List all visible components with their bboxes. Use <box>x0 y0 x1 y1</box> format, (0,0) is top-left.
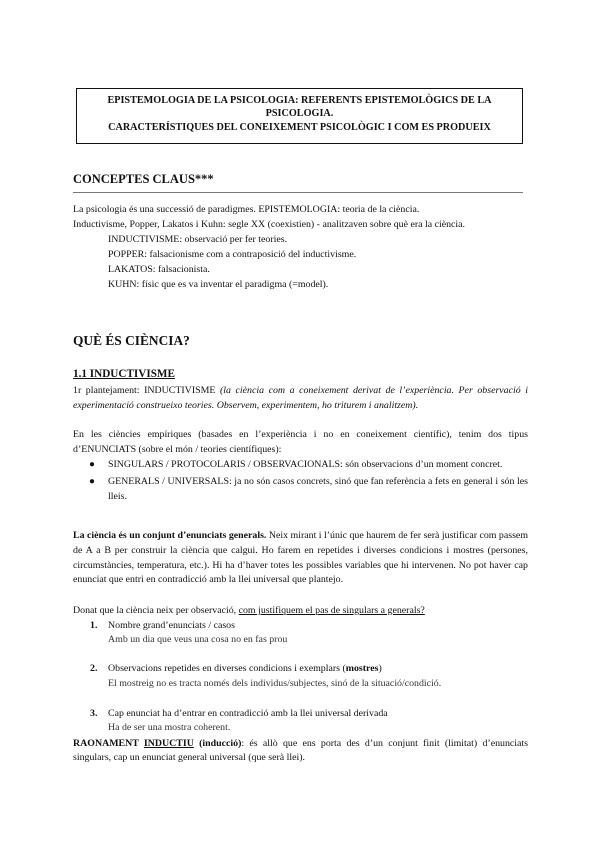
enunciats-paragraph: En les ciències empíriques (basades en l’experiència i no en coneixement científic), tenim dos tipus d’ENUNCIATS (sobre el món / teories científiques): <box>73 429 528 455</box>
concept-item-popper: POPPER: falsacionisme com a contraposició del inductivisme. <box>108 249 357 260</box>
bullet-text-generals: GENERALS / UNIVERSALS: ja no són casos concrets, sinó que fan referència a fets en general i són les lleis. <box>108 475 528 502</box>
intro-italic: (la ciència com a coneixement derivat de l’experiència. Per observació i experimentació construeixo teories. Observem, experimentem, ho triturem i analitzem). <box>73 385 528 411</box>
donat-question <box>73 605 425 617</box>
conjunt-rest: Neix mirant i l’únic que haurem de fer serà justificar com passem de A a B per construir la ciència que calgui. Ho farem en repetides i diverses condicions i mostres (persones, circumstàncies, temperatura, etc.). Hi ha d’haver totes les possibles variables que hi intervenen. No pot haver cap enunciat que entri en contradicció amb la llei universal que plantejo. <box>73 530 528 586</box>
raonament-rest: : és allò que ens porta des d’un conjunt finit (limitat) d’enunciats singulars, cap un enunciat general universal (que serà llei). <box>73 738 528 763</box>
raonament-inductiu: INDUCTIU <box>143 738 194 749</box>
intro-plain: 1r plantejament: INDUCTIVISME <box>73 385 220 396</box>
raonament-induccio: (inducció) <box>193 738 242 749</box>
concepts-line-2: Inductivisme, Popper, Lakatos i Kuhn: segle XX (coexistien) - analitzaven sobre què era la ciència. <box>73 219 465 230</box>
raonament-paragraph <box>73 737 528 765</box>
list-item <box>73 458 528 473</box>
title-box <box>76 88 523 144</box>
donat-plain: Donat que la ciència neix per observació, <box>73 605 239 616</box>
list-item <box>73 475 528 505</box>
concepts-line-1: La psicologia és una successió de paradigmes. EPISTEMOLOGIA: teoria de la ciència. <box>73 204 420 215</box>
bullet-text-singulars: SINGULARS / PROTOCOLARIS / OBSERVACIONALS: són observacions d’un moment concret. <box>108 459 503 470</box>
conjunt-bold: La ciència és un conjunt d’enunciats generals. <box>73 530 267 541</box>
title-line-3: CARACTERÍSTIQUES DEL CONEIXEMENT PSICOLÒGIC I COM ES PRODUEIX <box>108 121 491 133</box>
numbered-item-1-sub: Amb un dia que veus una cosa no en fas prou <box>108 634 288 645</box>
que-es-ciencia-heading: QUÈ ÉS CIÈNCIA? <box>73 333 190 348</box>
enunciats-list <box>73 458 528 506</box>
inductivisme-heading: 1.1 INDUCTIVISME <box>73 368 175 380</box>
concept-item-inductivisme: INDUCTIVISME: observació per fer teories. <box>108 234 288 245</box>
title-line-2: PSICOLOGIA. <box>265 108 334 120</box>
bullet-icon: ● <box>89 459 95 470</box>
numbered-item-2-close: ) <box>378 663 382 674</box>
numbered-item-2-number: 2. <box>90 663 98 674</box>
concept-item-lakatos: LAKATOS: falsacionista. <box>108 264 210 275</box>
bullet-icon: ● <box>89 475 95 487</box>
horizontal-rule <box>73 192 523 193</box>
numbered-item-2-sub: El mostreig no es tracta només dels individus/subjectes, sinó de la situació/condició. <box>108 678 442 689</box>
numbered-item-1-text: Nombre grand’enunciats / casos <box>108 620 235 631</box>
numbered-item-2-bold: mostres <box>345 663 379 674</box>
numbered-item-2-text <box>108 663 382 674</box>
concepts-heading: CONCEPTES CLAUS*** <box>73 172 214 186</box>
numbered-item-1-number: 1. <box>90 620 98 631</box>
concept-item-kuhn: KUHN: físic que es va inventar el paradigma (=model). <box>108 279 329 290</box>
raonament-label: RAONAMENT <box>73 738 144 749</box>
numbered-item-2-text-main: Observacions repetides en diverses condicions i exemplars ( <box>108 663 346 674</box>
numbered-item-3-sub: Ha de ser una mostra coherent. <box>108 722 231 733</box>
numbered-item-3-number: 3. <box>90 708 98 719</box>
numbered-item-3-text: Cap enunciat ha d’entrar en contradicció amb la llei universal derivada <box>108 708 388 719</box>
inductivisme-intro <box>73 384 528 414</box>
donat-underline: com justifiquem el pas de singulars a generals? <box>238 605 425 616</box>
title-line-1: EPISTEMOLOGIA DE LA PSICOLOGIA: REFERENTS EPISTEMOLÒGICS DE LA <box>107 95 492 106</box>
conjunt-paragraph <box>73 529 528 588</box>
